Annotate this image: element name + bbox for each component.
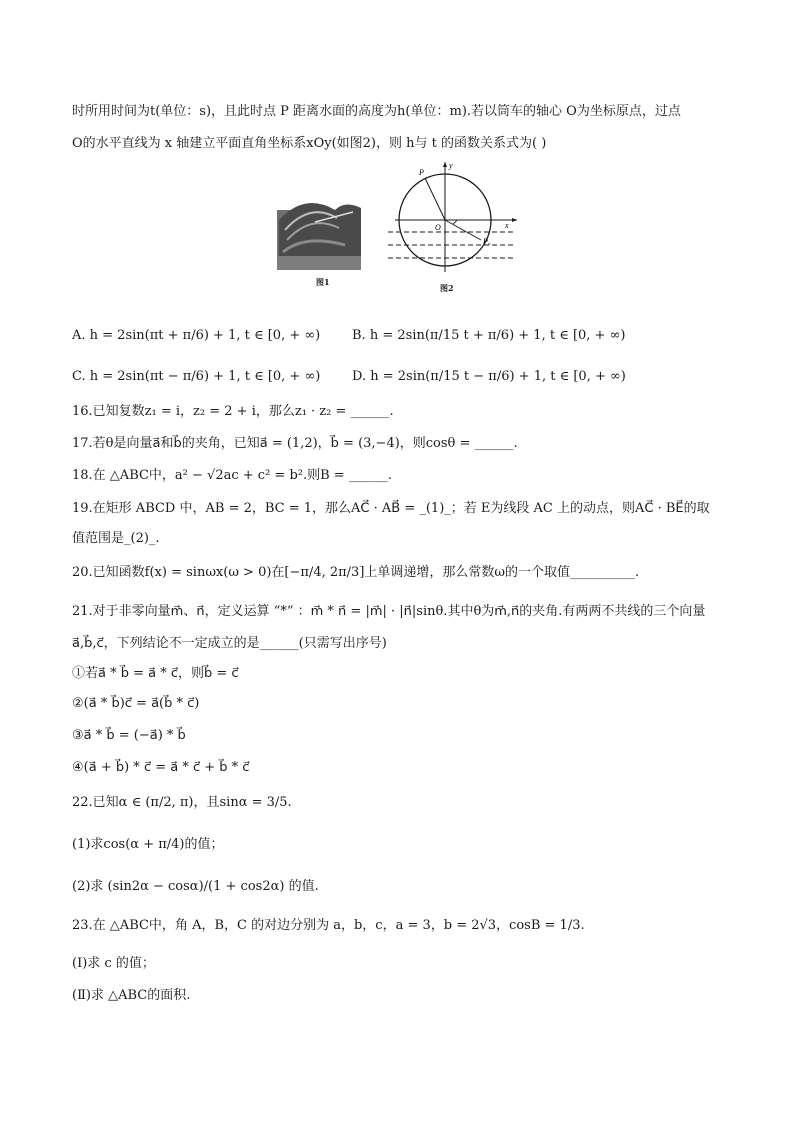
q15-intro-line2: O的水平直线为 x 轴建立平面直角坐标系xOy(如图2)，则 h与 t 的函数关系式为( ) xyxy=(72,136,547,151)
question-21-line1: 21.对于非零向量m⃗、n⃗，定义运算 “*” ：m⃗ * n⃗ = |m⃗| · |n⃗|sinθ.其中θ为m⃗,n⃗的夹角.有两两不共线的三个向量 xyxy=(72,604,706,619)
figure-1-caption: 图1 xyxy=(316,277,330,287)
question-22-part1: (1)求cos(α + π/4)的值； xyxy=(72,837,224,852)
question-23-part2: (Ⅱ)求 △ABC的面积. xyxy=(72,988,191,1003)
label-p: P xyxy=(419,168,424,177)
question-22-stem: 22.已知α ∈ (π/2, π)，且sinα = 3/5. xyxy=(72,795,292,810)
q15-intro-line1: 时所用时间为t(单位：s)，且此时点 P 距离水面的高度为h(单位：m).若以筒车的轴心 O为坐标原点，过点 xyxy=(72,104,681,119)
question-19-line2: 值范围是_(2)_. xyxy=(72,531,160,546)
q15-option-c: C. h = 2sin(πt − π/6) + 1, t ∈ [0, + ∞) xyxy=(72,369,321,384)
question-21-option-3: ③a⃗ * b⃗ = (−a⃗) * b⃗ xyxy=(72,728,186,743)
label-p0: P₀ xyxy=(483,237,491,246)
question-23-stem: 23.在 △ABC中，角 A，B，C 的对边分别为 a，b，c，a = 3，b = 2√3，cosB = 1/3. xyxy=(72,918,585,933)
label-o: O xyxy=(435,223,441,232)
question-21-line2: a⃗,b⃗,c⃗，下列结论不一定成立的是______(只需写出序号) xyxy=(72,636,387,651)
question-18: 18.在 △ABC中，a² − √2ac + c² = b².则B = ______. xyxy=(72,468,392,483)
label-x: x xyxy=(505,221,509,230)
question-23-part1: (Ⅰ)求 c 的值； xyxy=(72,956,155,971)
q15-option-d: D. h = 2sin(π/15 t − π/6) + 1, t ∈ [0, + ∞) xyxy=(352,369,626,384)
question-20: 20.已知函数f(x) = sinωx(ω > 0)在[−π/4, 2π/3]上单调递增，那么常数ω的一个取值__________. xyxy=(72,565,640,580)
question-16: 16.已知复数z₁ = i，z₂ = 2 + i，那么z₁ · z₂ = ______. xyxy=(72,404,394,419)
q15-option-b: B. h = 2sin(π/15 t + π/6) + 1, t ∈ [0, + ∞) xyxy=(352,328,626,343)
figure-2-coordinate-diagram xyxy=(385,160,525,275)
question-21-option-2: ②(a⃗ * b⃗)c⃗ = a⃗(b⃗ * c⃗) xyxy=(72,696,200,711)
figure-2-caption: 图2 xyxy=(440,283,454,293)
question-21-option-1: ①若a⃗ * b⃗ = a⃗ * c⃗，则b⃗ = c⃗ xyxy=(72,666,239,681)
label-y: y xyxy=(449,161,453,170)
q15-option-a: A. h = 2sin(πt + π/6) + 1, t ∈ [0, + ∞) xyxy=(72,328,321,343)
question-17: 17.若θ是向量a⃗和b⃗的夹角，已知a⃗ = (1,2)，b⃗ = (3,−4)，则cosθ = ______. xyxy=(72,436,518,451)
question-19-line1: 19.在矩形 ABCD 中，AB = 2，BC = 1，那么AC⃗ · AB⃗ = _(1)_；若 E为线段 AC 上的动点，则AC⃗ · BE⃗的取 xyxy=(72,501,710,516)
question-22-part2: (2)求 (sin2α − cosα)/(1 + cos2α) 的值. xyxy=(72,879,319,894)
question-21-option-4: ④(a⃗ + b⃗) * c⃗ = a⃗ * c⃗ + b⃗ * c⃗ xyxy=(72,760,250,775)
